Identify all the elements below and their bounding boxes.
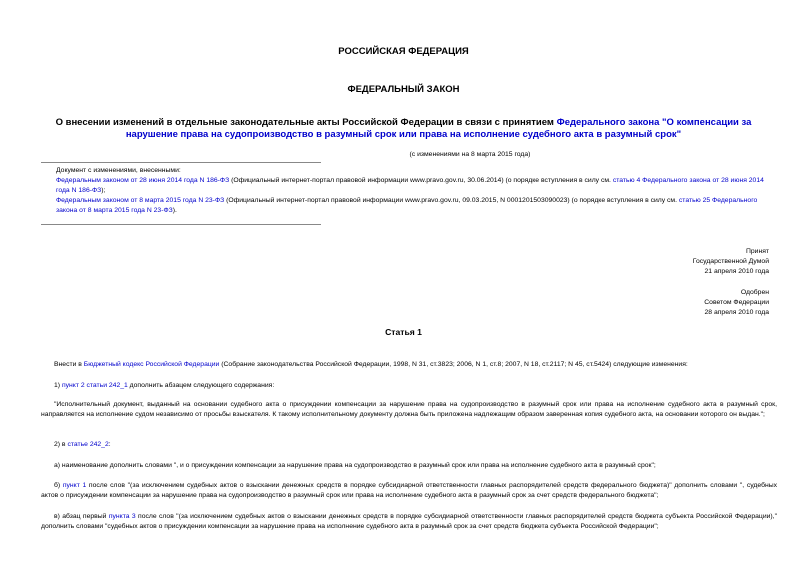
p6-text: б) [54, 482, 63, 489]
article-heading: Статья 1 [385, 327, 422, 337]
paragraph-b [41, 481, 777, 501]
p7-rest: после слов "(за исключением судебных актов о взыскании денежных средств в порядке субсидиарной ответственности главных распорядителей средств бюджета субъекта Российской Федерации)," дополнить словами "судебных актов о присуждении компенсации за нарушение права на исполнение судебного акта в разумный срок за счет средств бюджета субъекта Российской Федерации"; [41, 513, 777, 530]
budget-code-link[interactable]: Бюджетный кодекс Российской Федерации [83, 361, 220, 368]
adoption-duma [693, 247, 769, 277]
approved-date: 28 апреля 2010 года [704, 309, 769, 316]
change-item-2-text: (Официальный интернет-портал правовой информации www.pravo.gov.ru, 09.03.2015, N 0001201503090023) (о порядке вступления в силу см. [224, 197, 679, 204]
p1-rest: (Собрание законодательства Российской Федерации, 1998, N 31, ст.3823; 2006, N 1, ст.8; 2007, N 18, ст.2117; N 45, ст.5424) следующие изменения: [219, 361, 688, 368]
adoption-council [704, 288, 769, 318]
p4-rest: : [108, 441, 111, 448]
divider-bottom [41, 224, 321, 225]
change-item-2-link[interactable]: Федеральным законом от 8 марта 2015 года N 23-ФЗ [56, 197, 225, 204]
changes-intro: Документ с изменениями, внесенными: [56, 167, 181, 174]
law-title-link[interactable]: Федерального закона "О компенсации за нарушение права на судопроизводство в разумный срок или права на исполнение судебного акта в разумный срок" [125, 117, 752, 140]
paragraph-quote [41, 400, 777, 420]
clause-242-1-link[interactable]: пункт 2 статьи 242_1 [61, 382, 128, 389]
article-242-2-link[interactable]: статье 242_2 [67, 441, 109, 448]
point-1-link[interactable]: пункт 1 [62, 482, 87, 489]
change-item-1-end: ); [101, 187, 106, 194]
change-item-2 [42, 196, 777, 216]
p7-text: в) абзац первый [54, 513, 109, 520]
paragraph-item-1 [41, 381, 777, 391]
change-item-2-end: ). [172, 207, 177, 214]
change-item-2-ref[interactable]: статью 25 Федерального закона от 8 марта 2015 года N 23-ФЗ [56, 197, 758, 214]
change-item-1-link[interactable]: Федеральным законом от 28 июня 2014 года N 186-ФЗ [56, 177, 230, 184]
paragraph-intro [41, 360, 777, 370]
duma-label: Государственной Думой [692, 258, 769, 265]
p2-text: 1) [54, 382, 62, 389]
p1-text: Внести в [54, 361, 84, 368]
p4-text: 2) в [54, 441, 68, 448]
law-title [30, 117, 777, 141]
doc-type-heading: ФЕДЕРАЛЬНЫЙ ЗАКОН [347, 84, 460, 95]
p3-text: "Исполнительный документ, выданный на основании судебного акта о присуждении компенсации за нарушение права на судопроизводство в разумный срок или права на исполнение судебного акта в разумный срок, направляется на исполнение судом независимо от просьбы взыскателя. К такому исполнительному документу должна быть приложена надлежащим образом заверенная копия судебного акта, на основании которого он выдан."; [41, 401, 777, 418]
paragraph-c [41, 512, 777, 532]
p5-text: а) наименование дополнить словами ", и о присуждении компенсации за нарушение права на судопроизводство в разумный срок или права на исполнение судебного акта в разумный срок"; [54, 462, 656, 469]
p2-rest: дополнить абзацем следующего содержания: [127, 382, 275, 389]
approved-label: Одобрен [740, 289, 769, 296]
changes-block [42, 166, 777, 216]
change-item-1-text: (Официальный интернет-портал правовой информации www.pravo.gov.ru, 30.06.2014) (о порядке вступления в силу см. [229, 177, 613, 184]
edition-note: (с изменениями на 8 марта 2015 года) [409, 151, 531, 158]
paragraph-a [41, 461, 777, 471]
point-3-link[interactable]: пункта 3 [108, 513, 136, 520]
council-label: Советом Федерации [704, 299, 769, 306]
divider-top [41, 162, 321, 163]
p6-rest: после слов "(за исключением судебных актов о взыскании денежных средств в порядке субсидиарной ответственности главных распорядителей средств федерального бюджета)" дополнить словами ", судебных актов о присуждении компенсации за нарушение права на судопроизводство в разумный срок или права на исполнение судебного акта в разумный срок за счет средств федерального бюджета"; [41, 482, 777, 499]
paragraph-item-2 [41, 440, 777, 450]
accepted-date: 21 апреля 2010 года [704, 268, 769, 275]
change-item-1-ref[interactable]: статью 4 Федерального закона от 28 июня 2014 года N 186-ФЗ [56, 177, 764, 194]
change-item-1 [42, 176, 777, 196]
country-heading: РОССИЙСКАЯ ФЕДЕРАЦИЯ [338, 46, 469, 57]
law-title-text: О внесении изменений в отдельные законодательные акты Российской Федерации в связи с принятием [55, 117, 557, 128]
accepted-label: Принят [745, 248, 769, 255]
